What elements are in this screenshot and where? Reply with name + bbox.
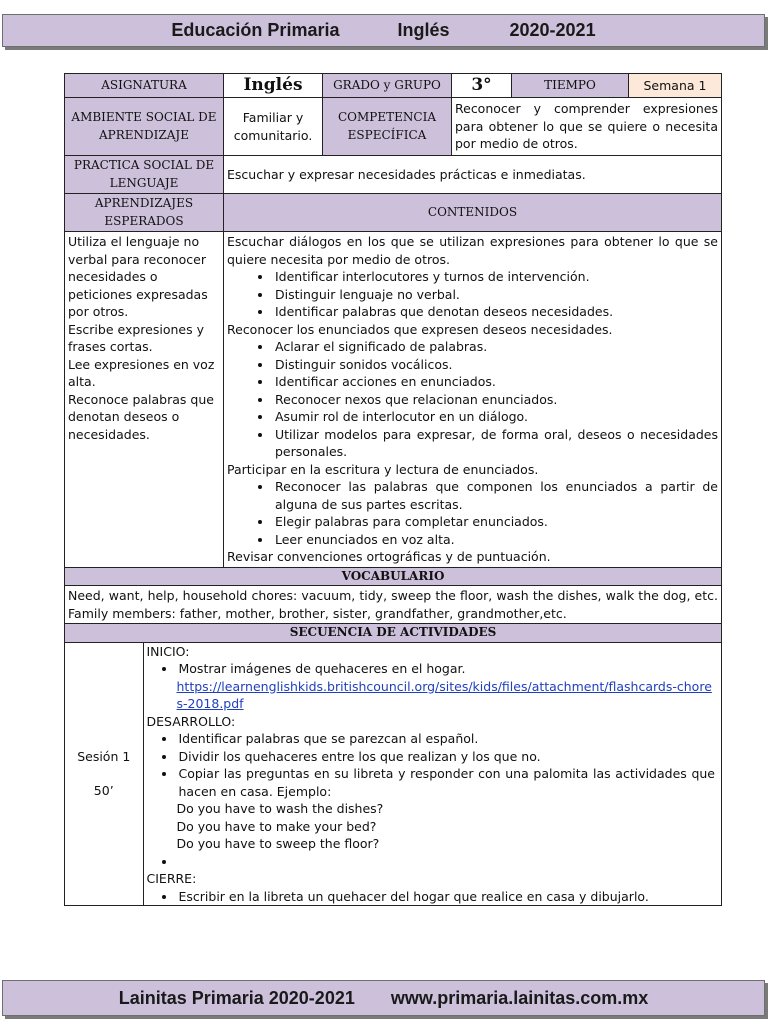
secuencia-cell	[65, 642, 722, 906]
contenidos-label: CONTENIDOS	[224, 194, 722, 232]
contenido-group: Revisar convenciones ortográficas y de puntuación.	[227, 549, 551, 564]
header-level: Educación Primaria	[171, 20, 340, 40]
flashcards-link[interactable]: https://learnenglishkids.britishcouncil.org/sites/kids/files/attachment/flashcards-chores-2018.pdf	[176, 678, 712, 711]
competencia-label: COMPETENCIA ESPECÍFICA	[323, 98, 452, 156]
header-year: 2020-2021	[509, 20, 596, 40]
aprendizaje-item: Utiliza el lenguaje no verbal para reconocer necesidades o peticiones expresadas por otros.	[68, 234, 208, 319]
aprendizajes-label: APRENDIZAJES ESPERADOS	[65, 194, 224, 232]
desarrollo-item: • Dividir los quehaceres entre los que realizan y los que no.	[177, 748, 716, 766]
empty-list	[147, 853, 716, 871]
aprendizaje-item: Lee expresiones en voz alta.	[68, 356, 215, 389]
contenido-item: • Aclarar el significado de palabras.	[273, 338, 718, 356]
vocabulario-value: Need, want, help, household chores: vacuum, tidy, sweep the floor, wash the dishes, walk the dog, etc. Family members: father, mother, brother, sister, grandfather, grandmother,etc.	[65, 586, 722, 624]
tiempo-value: Semana 1	[629, 74, 722, 98]
aprendizajes-cell	[65, 232, 224, 568]
ejemplo-line: Do you have to sweep the floor?	[176, 836, 380, 851]
ejemplo-line: Do you have to wash the dishes?	[176, 801, 384, 816]
contenido-item: • Asumir rol de interlocutor en un diálogo.	[273, 408, 718, 426]
lesson-plan-table	[64, 73, 722, 906]
ambiente-value: Familiar y comunitario.	[224, 98, 323, 156]
inicio-item: • Mostrar imágenes de quehaceres en el hogar.	[177, 660, 716, 678]
contenido-list	[227, 268, 718, 321]
desarrollo-item: • Identificar palabras que se parezcan al español.	[177, 730, 716, 748]
desarrollo-list	[147, 730, 716, 800]
footer-site: www.primaria.lainitas.com.mx	[390, 987, 649, 1008]
desarrollo-label: DESARROLLO:	[146, 713, 236, 729]
contenido-item: • Distinguir lenguaje no verbal.	[273, 286, 718, 304]
contenido-item: • Leer enunciados en voz alta.	[273, 531, 718, 549]
header-subject: Inglés	[397, 20, 450, 40]
desarrollo-item: • Copiar las preguntas en su libreta y responder con una palomita las actividades que hacen en casa. Ejemplo:	[177, 765, 716, 800]
actividades-cell	[143, 643, 721, 906]
practica-label: PRACTICA SOCIAL DE LENGUAJE	[65, 156, 224, 194]
aprendizaje-item: Reconoce palabras que denotan deseos o necesidades.	[68, 391, 214, 442]
tiempo-label: TIEMPO	[512, 74, 629, 98]
inicio-label: INICIO:	[146, 643, 190, 659]
cierre-label: CIERRE:	[146, 871, 197, 886]
header-band	[2, 14, 765, 47]
footer-band	[2, 980, 765, 1016]
inicio-list	[147, 660, 716, 678]
contenido-item: • Distinguir sonidos vocálicos.	[273, 356, 718, 374]
sesion-cell	[65, 643, 143, 906]
competencia-value: Reconocer y comprender expresiones para obtener lo que se quiere o necesita por medio de otros.	[452, 98, 722, 156]
contenido-group: Participar en la escritura y lectura de enunciados.	[227, 461, 539, 477]
contenido-item: • Reconocer nexos que relacionan enunciados.	[273, 391, 718, 409]
practica-value: Escuchar y expresar necesidades prácticas e inmediatas.	[224, 156, 722, 194]
contenido-group: Reconocer los enunciados que expresen deseos necesidades.	[227, 321, 613, 337]
contenido-list	[227, 338, 718, 461]
contenido-list	[227, 478, 718, 548]
grado-value: 3°	[452, 74, 512, 98]
contenido-item: • Identificar palabras que denotan deseos necesidades.	[273, 303, 718, 321]
cierre-list	[147, 888, 716, 906]
vocabulario-label: VOCABULARIO	[65, 567, 722, 586]
ambiente-label: AMBIENTE SOCIAL DE APRENDIZAJE	[65, 98, 224, 156]
duracion-label: 50’	[93, 783, 114, 799]
contenido-item: • Utilizar modelos para expresar, de forma oral, deseos o necesidades personales.	[273, 426, 718, 461]
sesion-label: Sesión 1	[77, 748, 131, 764]
empty-bullet	[177, 853, 716, 871]
contenido-item: • Reconocer las palabras que componen los enunciados a partir de alguna de sus partes escritas.	[273, 478, 718, 513]
footer-name: Lainitas Primaria 2020-2021	[118, 987, 355, 1008]
ejemplo-line: Do you have to make your bed?	[176, 818, 377, 834]
asignatura-label: ASIGNATURA	[65, 74, 224, 98]
cierre-item: • Escribir en la libreta un quehacer del hogar que realice en casa y dibujarlo.	[177, 888, 716, 906]
asignatura-value: Inglés	[224, 74, 323, 98]
contenidos-cell	[224, 232, 722, 568]
contenido-item: • Identificar interlocutores y turnos de intervención.	[273, 268, 718, 286]
contenido-item: • Elegir palabras para completar enunciados.	[273, 513, 718, 531]
contenido-group: Escuchar diálogos en los que se utilizan expresiones para obtener lo que se quiere necesita por medio de otros.	[227, 234, 718, 267]
grado-label: GRADO y GRUPO	[323, 74, 452, 98]
contenido-item: • Identificar acciones en enunciados.	[273, 373, 718, 391]
aprendizaje-item: Escribe expresiones y frases cortas.	[68, 321, 204, 354]
secuencia-label: SECUENCIA DE ACTIVIDADES	[65, 624, 722, 643]
